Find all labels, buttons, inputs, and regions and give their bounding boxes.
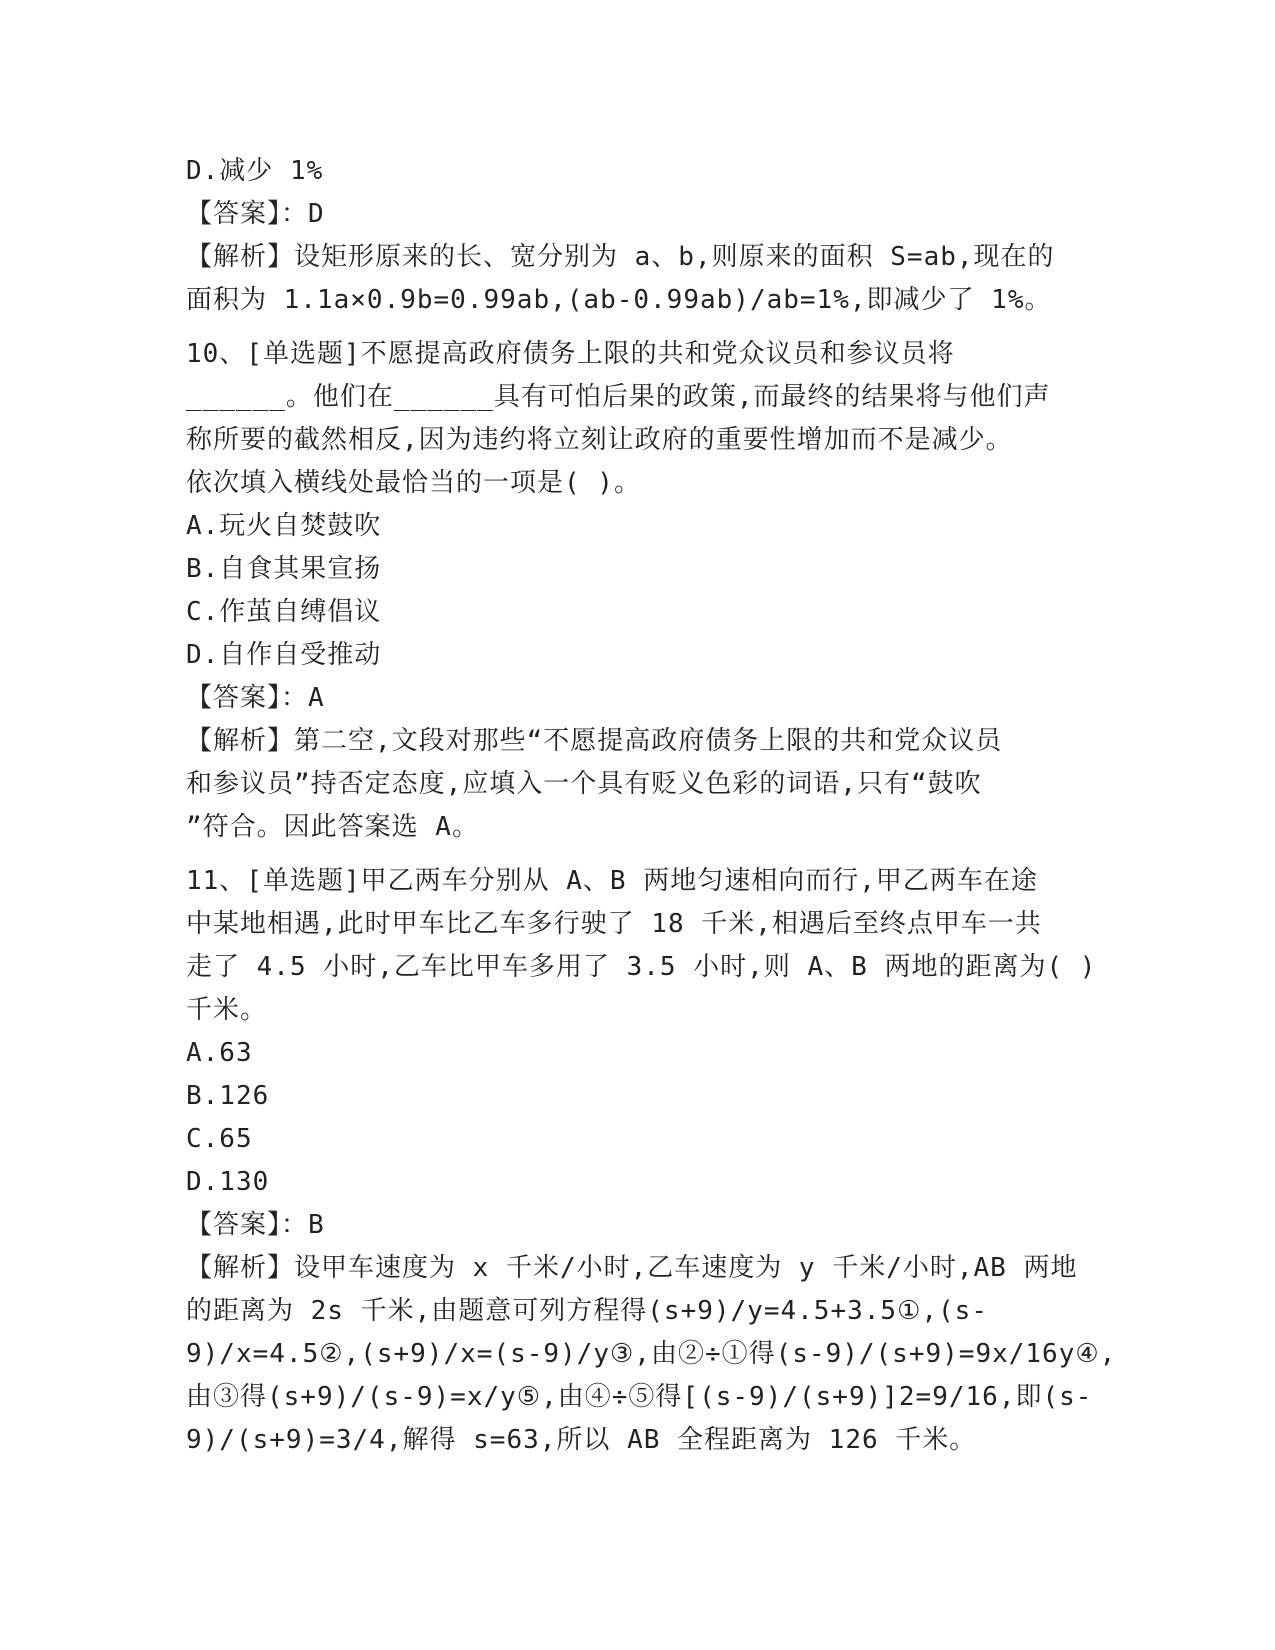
analysis-line: 【解析】第二空,文段对那些“不愿提高政府债务上限的共和党众议员	[186, 726, 1003, 756]
question-stem-line: 中某地相遇,此时甲车比乙车多行驶了 18 千米,相遇后至终点甲车一共	[186, 909, 1042, 939]
question-9	[186, 150, 1086, 322]
answer-line: 【答案】：B	[186, 1210, 325, 1240]
question-stem-line: 称所要的截然相反,因为违约将立刻让政府的重要性增加而不是减少。	[186, 425, 1013, 455]
option-b: B.126	[186, 1081, 270, 1111]
question-stem-line: 依次填入横线处最恰当的一项是( )。	[186, 468, 641, 498]
option-a: A.玩火自焚鼓吹	[186, 511, 382, 541]
answer-line: 【答案】：D	[186, 199, 325, 229]
answer-line: 【答案】：A	[186, 683, 325, 713]
option-c: C.作茧自缚倡议	[186, 597, 382, 627]
question-stem-line: 11、[单选题]甲乙两车分别从 A、B 两地匀速相向而行,甲乙两车在途	[186, 866, 1038, 896]
analysis-line: 的距离为 2s 千米,由题意可列方程得(s+9)/y=4.5+3.5①,(s-	[186, 1296, 988, 1326]
question-11	[186, 860, 1117, 1462]
analysis-line: 【解析】设甲车速度为 x 千米/小时,乙车速度为 y 千米/小时,AB 两地	[186, 1253, 1078, 1283]
analysis-line: 由③得(s+9)/(s-9)=x/y⑤,由④÷⑤得[(s-9)/(s+9)]2=9/16,即(s-	[186, 1382, 1093, 1412]
question-10	[186, 333, 1086, 849]
analysis-line: 9)/x=4.5②,(s+9)/x=(s-9)/y③,由②÷①得(s-9)/(s+9)=9x/16y④,	[186, 1339, 1117, 1369]
question-stem-line: 千米。	[186, 995, 268, 1025]
question-stem-line: ______。他们在______具有可怕后果的政策,而最终的结果将与他们声	[186, 382, 1051, 412]
option-c: C.65	[186, 1124, 253, 1154]
option-d: D.130	[186, 1167, 270, 1197]
option-a: A.63	[186, 1038, 253, 1068]
analysis-line: 【解析】设矩形原来的长、宽分别为 a、b,则原来的面积 S=ab,现在的	[186, 242, 1055, 272]
analysis-line: ”符合。因此答案选 A。	[186, 812, 479, 842]
option-d: D.减少 1%	[186, 156, 324, 186]
option-b: B.自食其果宣扬	[186, 554, 382, 584]
analysis-line: 面积为 1.1a×0.9b=0.99ab,(ab-0.99ab)/ab=1%,即减少了 1%。	[186, 285, 1052, 315]
document-page	[186, 150, 1117, 1462]
analysis-line: 和参议员”持否定态度,应填入一个具有贬义色彩的词语,只有“鼓吹	[186, 769, 982, 799]
option-d: D.自作自受推动	[186, 640, 382, 670]
question-stem-line: 10、[单选题]不愿提高政府债务上限的共和党众议员和参议员将	[186, 339, 955, 369]
analysis-line: 9)/(s+9)=3/4,解得 s=63,所以 AB 全程距离为 126 千米。	[186, 1425, 977, 1455]
question-stem-line: 走了 4.5 小时,乙车比甲车多用了 3.5 小时,则 A、B 两地的距离为( )	[186, 952, 1097, 982]
